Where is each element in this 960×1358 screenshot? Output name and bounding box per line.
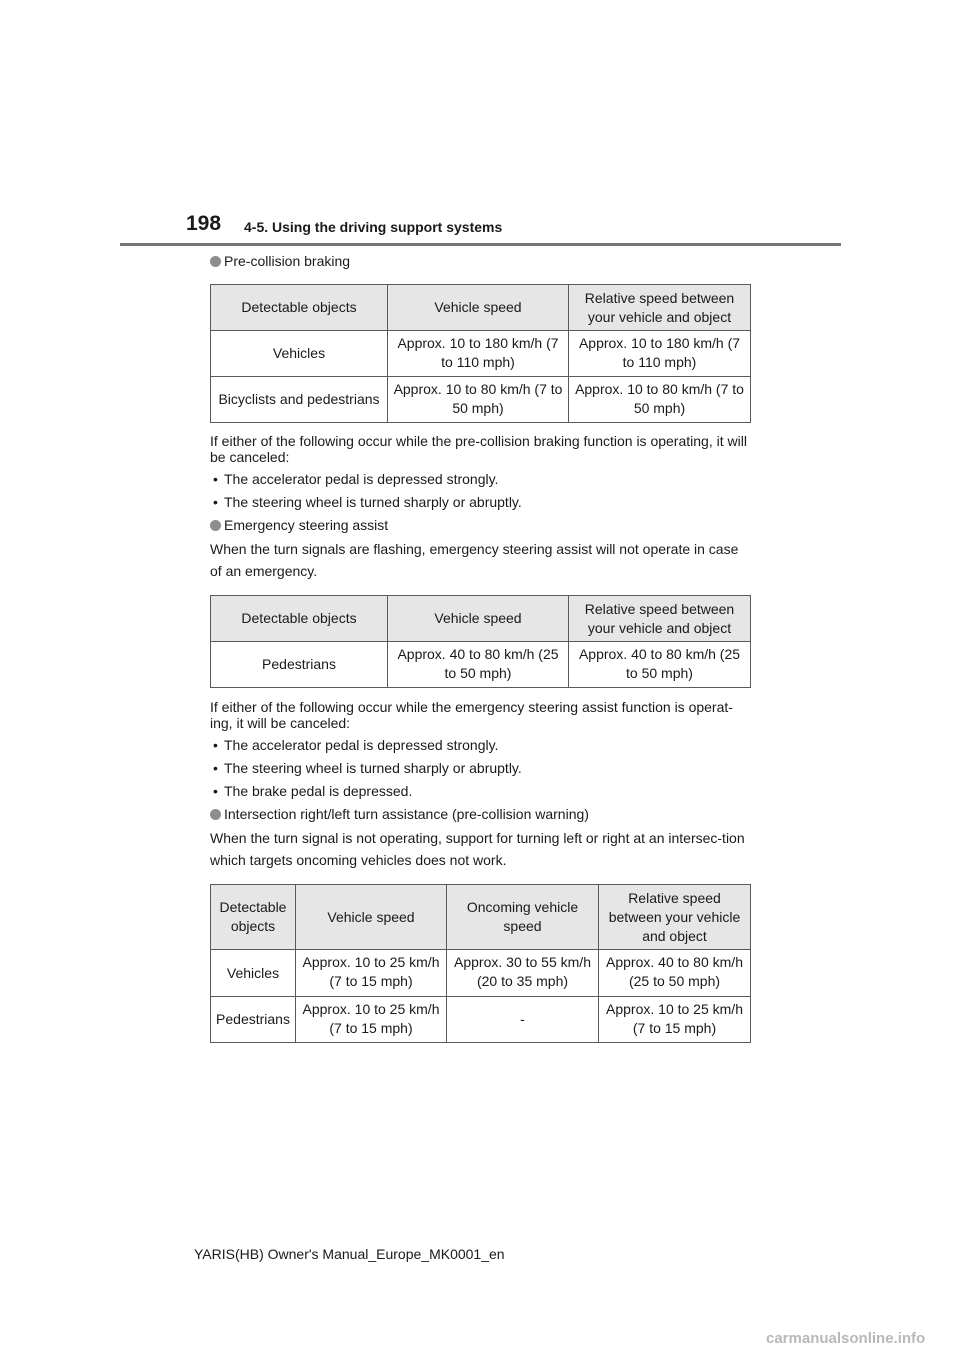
- list-item: [210, 470, 751, 488]
- table-header-cell: Detectable objects: [211, 596, 388, 642]
- list-item: [210, 493, 751, 511]
- table-header-cell: Vehicle speed: [388, 596, 569, 642]
- table-cell: Approx. 10 to 25 km/h (7 to 15 mph): [599, 997, 751, 1043]
- table-cell: Approx. 10 to 25 km/h (7 to 15 mph): [296, 997, 447, 1043]
- table-header-cell: Relative speed between your vehicle and object: [599, 885, 751, 950]
- pre-collision-heading: [210, 252, 751, 270]
- pre-collision-cancel-intro: If either of the following occur while the pre-collision braking function is operating, it will be canceled:: [210, 433, 747, 465]
- intersection-table: [210, 884, 751, 1043]
- table-cell: -: [447, 997, 599, 1043]
- intersection-heading: [210, 805, 751, 823]
- bullet-circle-icon: [210, 520, 221, 531]
- list-item: [210, 759, 751, 777]
- table-row: [211, 642, 751, 688]
- table-cell: Vehicles: [211, 331, 388, 377]
- emergency-steering-intro: When the turn signals are flashing, emergency steering assist will not operate in case of an emergency.: [210, 541, 739, 579]
- intersection-intro: When the turn signal is not operating, support for turning left or right at an intersec-tion which targets oncoming vehicles does not work.: [210, 830, 745, 868]
- bullet-circle-icon: [210, 809, 221, 820]
- list-item: [210, 736, 751, 754]
- table-row: [211, 997, 751, 1043]
- list-item-text: The accelerator pedal is depressed strongly.: [224, 471, 499, 487]
- table-cell: Bicyclists and pedestrians: [211, 377, 388, 423]
- header-divider: [120, 243, 841, 246]
- table-row: [211, 377, 751, 423]
- list-item: [210, 782, 751, 800]
- bullet-icon: •: [213, 760, 218, 776]
- table-cell: Approx. 10 to 80 km/h (7 to 50 mph): [569, 377, 751, 423]
- table-header-cell: Vehicle speed: [388, 285, 569, 331]
- table-cell: Approx. 40 to 80 km/h (25 to 50 mph): [569, 642, 751, 688]
- emergency-steering-heading: [210, 516, 751, 534]
- pre-collision-table: [210, 284, 751, 423]
- table-header-cell: Relative speed between your vehicle and object: [569, 285, 751, 331]
- bullet-icon: •: [213, 737, 218, 753]
- section-title: 4-5. Using the driving support systems: [244, 219, 503, 235]
- table-cell: Approx. 10 to 25 km/h (7 to 15 mph): [296, 950, 447, 997]
- table-cell: Approx. 40 to 80 km/h (25 to 50 mph): [388, 642, 569, 688]
- table-header-cell: Detectable objects: [211, 285, 388, 331]
- table-header-row: [211, 885, 751, 950]
- page-content: [210, 252, 751, 1043]
- list-item-text: The steering wheel is turned sharply or abruptly.: [224, 760, 522, 776]
- bullet-circle-icon: [210, 256, 221, 267]
- list-item-text: The brake pedal is depressed.: [224, 783, 413, 799]
- watermark: carmanualsonline.info: [766, 1330, 926, 1347]
- table-cell: Approx. 10 to 180 km/h (7 to 110 mph): [569, 331, 751, 377]
- emergency-steering-cancel-intro: If either of the following occur while the emergency steering assist function is operat-ing, it will be canceled:: [210, 699, 733, 731]
- table-row: [211, 331, 751, 377]
- manual-footer: YARIS(HB) Owner's Manual_Europe_MK0001_en: [194, 1246, 505, 1262]
- intersection-heading-text: Intersection right/left turn assistance (pre-collision warning): [224, 806, 589, 822]
- table-header-row: [211, 596, 751, 642]
- table-cell: Pedestrians: [211, 642, 388, 688]
- page-number: 198: [186, 212, 222, 235]
- table-header-cell: Oncoming vehicle speed: [447, 885, 599, 950]
- bullet-icon: •: [213, 471, 218, 487]
- bullet-icon: •: [213, 783, 218, 799]
- table-header-cell: Vehicle speed: [296, 885, 447, 950]
- table-cell: Vehicles: [211, 950, 296, 997]
- table-cell: Approx. 10 to 180 km/h (7 to 110 mph): [388, 331, 569, 377]
- bullet-icon: •: [213, 494, 218, 510]
- list-item-text: The accelerator pedal is depressed strongly.: [224, 737, 499, 753]
- table-row: [211, 950, 751, 997]
- emergency-steering-table: [210, 595, 751, 688]
- table-header-cell: Relative speed between your vehicle and object: [569, 596, 751, 642]
- list-item-text: The steering wheel is turned sharply or abruptly.: [224, 494, 522, 510]
- table-header-cell: Detectable objects: [211, 885, 296, 950]
- table-cell: Approx. 30 to 55 km/h (20 to 35 mph): [447, 950, 599, 997]
- table-cell: Pedestrians: [211, 997, 296, 1043]
- table-cell: Approx. 10 to 80 km/h (7 to 50 mph): [388, 377, 569, 423]
- pre-collision-heading-text: Pre-collision braking: [224, 253, 351, 269]
- table-header-row: [211, 285, 751, 331]
- table-cell: Approx. 40 to 80 km/h (25 to 50 mph): [599, 950, 751, 997]
- emergency-steering-heading-text: Emergency steering assist: [224, 517, 389, 533]
